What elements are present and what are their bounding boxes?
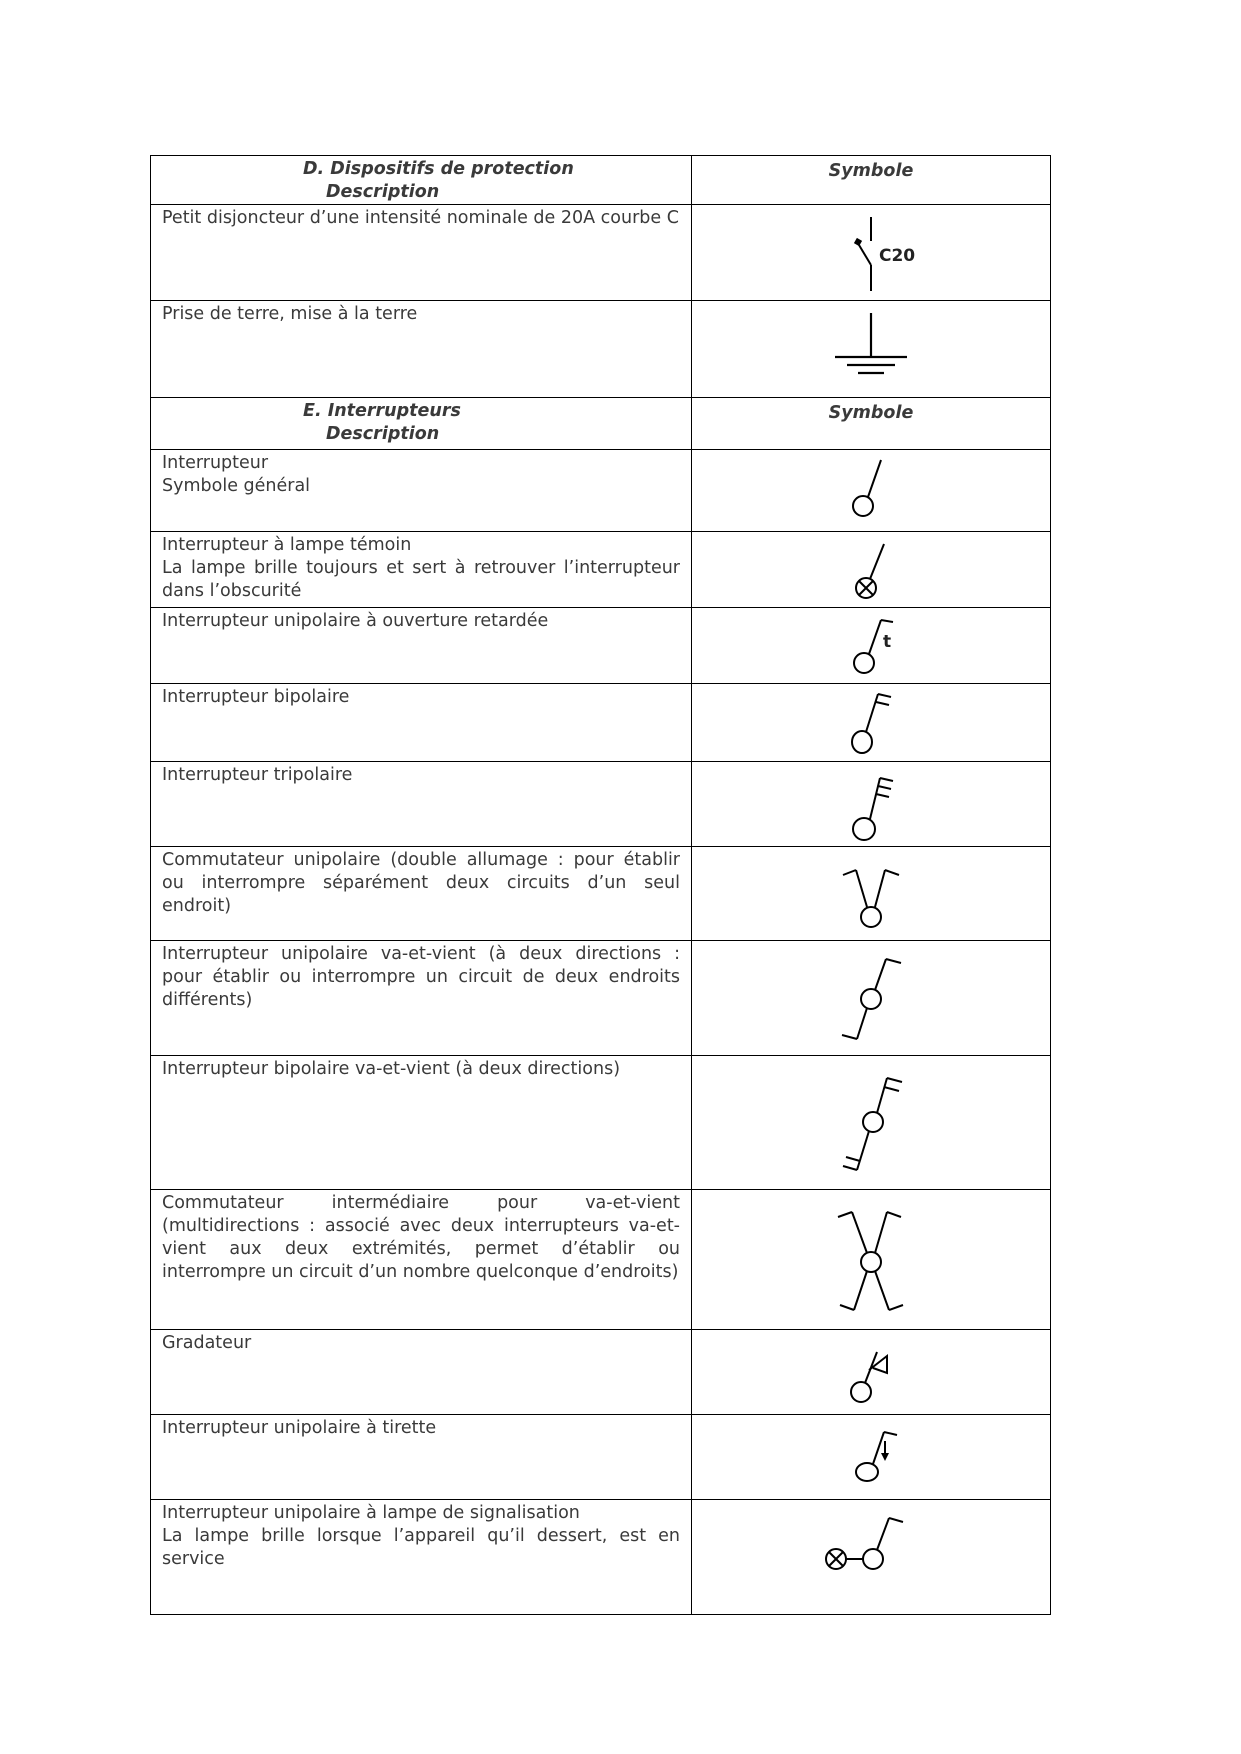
table-row: [151, 450, 1051, 532]
switch-two-way-icon: [821, 941, 921, 1055]
pull-cord-switch-icon: [821, 1415, 921, 1499]
row-description: Prise de terre, mise à la terre: [162, 304, 418, 324]
svg-text:t: t: [883, 632, 892, 652]
table-row: [151, 762, 1051, 847]
table-row: [151, 532, 1051, 608]
row-description: Gradateur: [162, 1333, 252, 1353]
table-row: [151, 1500, 1051, 1615]
table-row: [151, 205, 1051, 301]
table-row: [151, 684, 1051, 762]
earth-ground-icon: [821, 301, 921, 397]
row-description: Interrupteur Symbole général: [162, 453, 311, 496]
symbol-header: Symbole: [828, 161, 914, 181]
row-description: Interrupteur tripolaire: [162, 765, 353, 785]
switch-double-icon: [821, 847, 921, 940]
switch-pilot-lamp-icon: [821, 532, 921, 607]
svg-text:C20: C20: [879, 246, 916, 266]
table-row: [151, 301, 1051, 398]
row-description: Interrupteur à lampe témoin La lampe brille toujours et sert à retrouver l’interrupteur dans l’obscurité: [162, 535, 680, 601]
description-header: Description: [326, 182, 440, 202]
row-description: Commutateur intermédiaire pour va-et-vient (multidirections : associé avec deux interrupteurs va-et-vient aux deux extrémités, permet d’établir ou interrompre un circuit d’un nombre quelconque d’endroits): [162, 1193, 680, 1282]
circuit-breaker-c20-icon: [821, 205, 921, 300]
table-row: [151, 847, 1051, 941]
row-description: Interrupteur unipolaire à ouverture retardée: [162, 611, 549, 631]
row-description: Interrupteur bipolaire: [162, 687, 350, 707]
row-description: Interrupteur unipolaire à lampe de signalisation La lampe brille lorsque l’appareil qu’il dessert, est en service: [162, 1503, 680, 1569]
section-desc-header: [151, 156, 692, 205]
dimmer-icon: [821, 1330, 921, 1414]
symbols-table: [150, 155, 1051, 1615]
row-description: Petit disjoncteur d’une intensité nominale de 20A courbe C: [162, 208, 679, 228]
switch-general-icon: [821, 450, 921, 531]
switch-delayed-icon: [821, 608, 921, 683]
symbol-header-cell: [692, 398, 1051, 450]
switch-bipolar-icon: [821, 684, 921, 761]
section-header-row: [151, 156, 1051, 205]
row-description: Commutateur unipolaire (double allumage : pour établir ou interrompre séparément deux circuits d’un seul endroit): [162, 850, 680, 916]
description-header: Description: [326, 424, 440, 444]
symbol-header: Symbole: [828, 403, 914, 423]
row-description: Interrupteur unipolaire à tirette: [162, 1418, 437, 1438]
table-row: [151, 608, 1051, 684]
table-row: [151, 1415, 1051, 1500]
section-desc-header: [151, 398, 692, 450]
table-row: [151, 1330, 1051, 1415]
section-header-row: [151, 398, 1051, 450]
row-description: Interrupteur bipolaire va-et-vient (à deux directions): [162, 1059, 621, 1079]
row-description: Interrupteur unipolaire va-et-vient (à deux directions : pour établir ou interrompre un circuit de deux endroits différents): [162, 944, 680, 1010]
section-title: E. Interrupteurs: [303, 401, 461, 421]
switch-signal-lamp-icon: [811, 1500, 931, 1614]
table-row: [151, 1056, 1051, 1190]
switch-tripolar-icon: [821, 762, 921, 846]
table-row: [151, 1190, 1051, 1330]
symbol-header-cell: [692, 156, 1051, 205]
switch-bipolar-two-way-icon: [821, 1056, 921, 1189]
table-row: [151, 941, 1051, 1056]
switch-intermediate-icon: [821, 1190, 921, 1329]
section-title: D. Dispositifs de protection: [303, 159, 574, 179]
